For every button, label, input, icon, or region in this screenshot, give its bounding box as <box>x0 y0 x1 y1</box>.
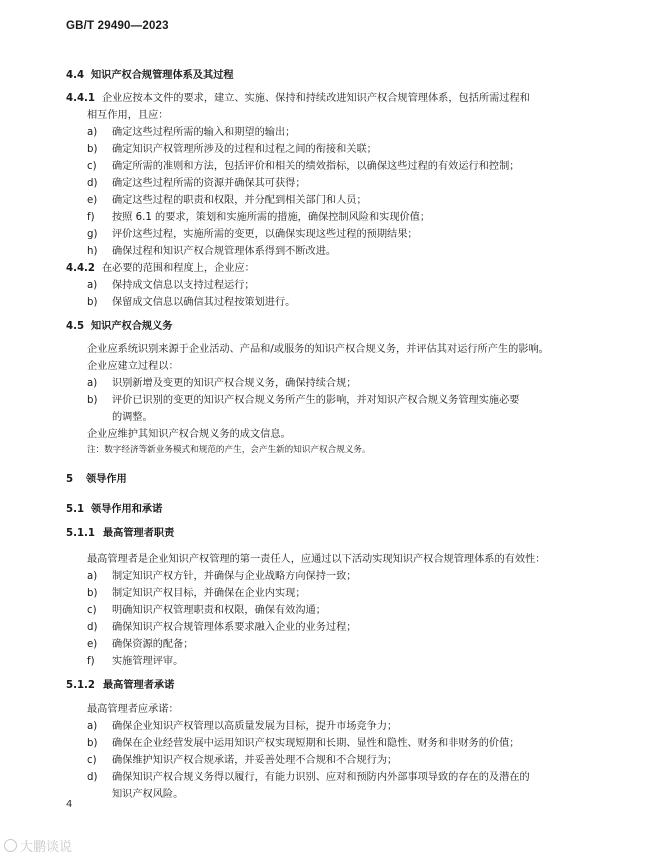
list-item: d) 确保知识产权合规管理体系要求融入企业的业务过程； <box>87 622 357 633</box>
clause-title: 最高管理者承诺 <box>103 680 175 691</box>
watermark-logo-icon <box>4 839 17 852</box>
clause-5-1-heading <box>66 500 162 515</box>
list-item: d) 确保知识产权合规义务得以履行，有能力识别、应对和预防内外部事项导致的存在的及潜在的 <box>87 772 530 783</box>
list-item: f) 按照 6.1 的要求，策划和实施所需的措施，确保控制风险和实现价值； <box>87 212 431 223</box>
clause-title: 知识产权合规管理体系及其过程 <box>91 70 234 81</box>
list-item: e) 确保资源的配备； <box>87 639 194 650</box>
clause-title: 领导作用 <box>86 474 127 485</box>
list-item: b) 评价已识别的变更的知识产权合规义务所产生的影响，并对知识产权合规义务管理实施必要 <box>87 395 520 406</box>
list-item: b) 确定知识产权管理所涉及的过程和过程之间的衔接和关联； <box>87 144 377 155</box>
watermark <box>4 836 72 855</box>
clause-5-1-2-heading <box>66 676 174 691</box>
list-item: b) 确保在企业经营发展中运用知识产权实现短期和长期、显性和隐性、财务和非财务的价值； <box>87 738 520 749</box>
list-item-continuation: 知识产权风险。 <box>112 789 184 800</box>
list-item: c) 确定所需的准则和方法，包括评价和相关的绩效指标，以确保这些过程的有效运行和控制； <box>87 161 520 172</box>
paragraph-text: 企业应建立过程以： <box>87 361 179 372</box>
clause-number: 5.1.1 <box>66 528 96 539</box>
clause-number: 5.1.2 <box>66 680 96 691</box>
paragraph-text: 最高管理者应承诺： <box>87 704 179 715</box>
list-item: h) 确保过程和知识产权合规管理体系得到不断改进。 <box>87 246 337 257</box>
list-item: a) 识别新增及变更的知识产权合规义务，确保持续合规； <box>87 378 357 389</box>
clause-number: 4.4 <box>66 70 85 81</box>
watermark-text: 大鹏谈说 <box>20 840 73 855</box>
clause-4-4-2 <box>66 259 255 274</box>
list-item: f) 实施管理评审。 <box>87 656 184 667</box>
clause-title: 知识产权合规义务 <box>91 321 173 332</box>
clause-number: 4.4.1 <box>66 93 96 104</box>
clause-4-4-1 <box>66 89 530 104</box>
list-item-continuation: 的调整。 <box>112 412 153 423</box>
paragraph-text: 最高管理者是企业知识产权管理的第一责任人，应通过以下活动实现知识产权合规管理体系的有效性： <box>87 554 546 565</box>
list-item: c) 明确知识产权管理职责和权限，确保有效沟通； <box>87 605 326 616</box>
list-item: a) 保持成文信息以支持过程运行； <box>87 280 255 291</box>
list-item: d) 确定这些过程所需的资源并确保其可获得； <box>87 178 306 189</box>
clause-number: 5.1 <box>66 504 85 515</box>
clause-number: 5 <box>66 474 74 485</box>
clause-4-5-heading <box>66 317 173 332</box>
paragraph-text: 企业应按本文件的要求，建立、实施、保持和持续改进知识产权合规管理体系，包括所需过程和 <box>102 93 530 104</box>
note: 注：数字经济等新业务模式和规范的产生，会产生新的知识产权合规义务。 <box>87 445 371 455</box>
clause-4-4-heading <box>66 66 234 81</box>
list-item: b) 制定知识产权目标，并确保在企业内实现； <box>87 588 306 599</box>
list-item: a) 确定这些过程所需的输入和期望的输出； <box>87 127 296 138</box>
paragraph-text: 企业应系统识别来源于企业活动、产品和/或服务的知识产权合规义务，并评估其对运行所产生的影响。 <box>87 344 549 355</box>
list-item: c) 确保维护知识产权合规承诺，并妥善处理不合规和不合规行为； <box>87 755 398 766</box>
list-item: e) 确定这些过程的职责和权限，并分配到相关部门和人员； <box>87 195 367 206</box>
clause-number: 4.4.2 <box>66 263 96 274</box>
clause-number: 4.5 <box>66 321 85 332</box>
paragraph-text: 在必要的范围和程度上，企业应： <box>102 263 255 274</box>
clause-title: 领导作用和承诺 <box>91 504 163 515</box>
page-number: 4 <box>66 799 73 810</box>
clause-5-1-1-heading <box>66 524 174 539</box>
clause-title: 最高管理者职责 <box>103 528 175 539</box>
clause-5-heading <box>66 470 127 485</box>
list-item: a) 确保企业知识产权管理以高质量发展为目标，提升市场竞争力； <box>87 721 398 732</box>
paragraph-text: 企业应维护其知识产权合规义务的成文信息。 <box>87 429 291 440</box>
list-item: b) 保留成文信息以确信其过程按策划进行。 <box>87 297 296 308</box>
standard-code-header: GB/T 29490—2023 <box>66 20 169 32</box>
list-item: a) 制定知识产权方针，并确保与企业战略方向保持一致； <box>87 571 357 582</box>
paragraph-continuation: 相互作用，且应： <box>87 110 169 121</box>
list-item: g) 评价这些过程，实施所需的变更，以确保实现这些过程的预期结果； <box>87 229 418 240</box>
